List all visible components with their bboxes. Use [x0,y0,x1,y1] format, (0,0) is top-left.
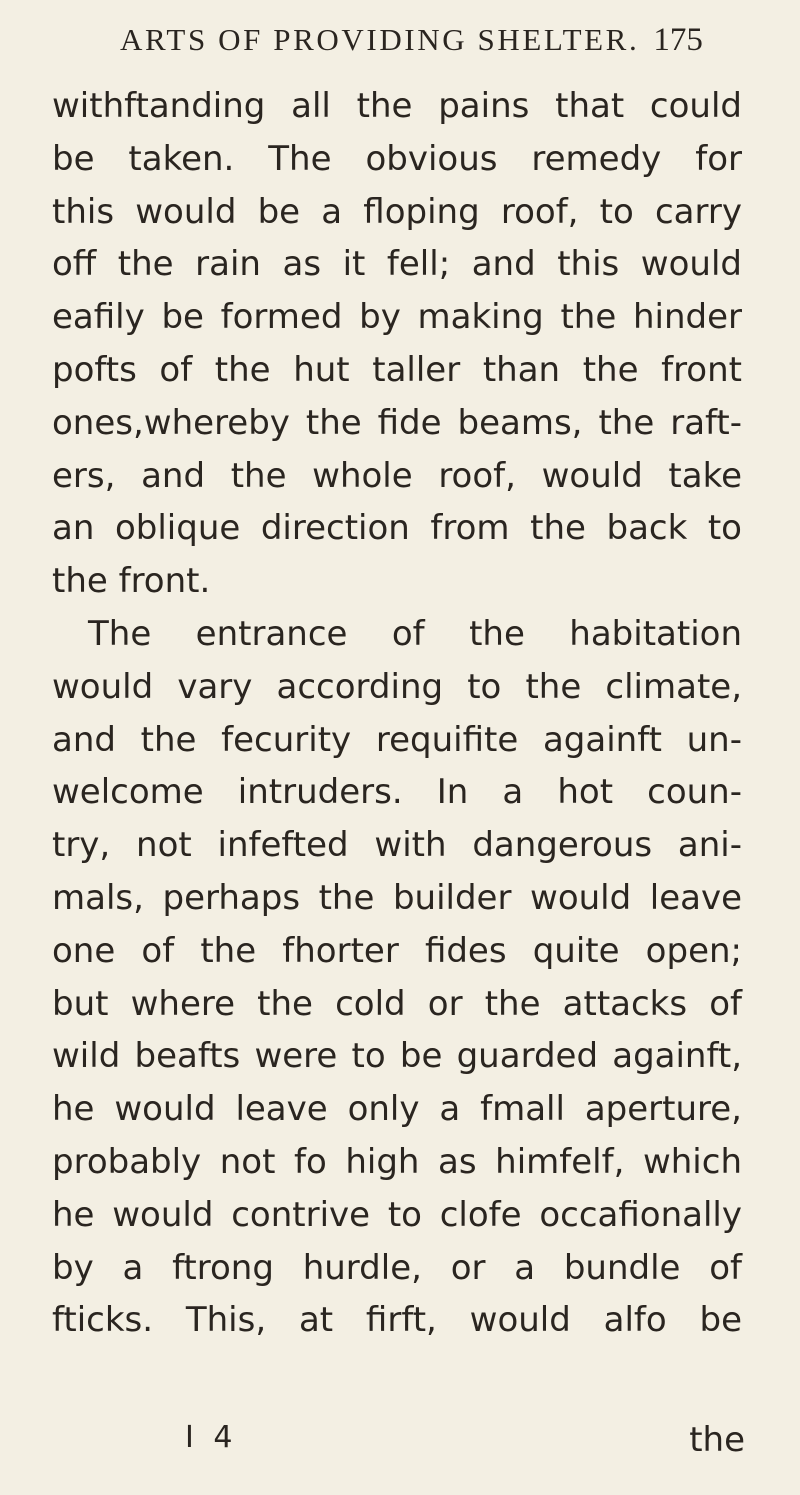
text-line: mals, perhaps the builder would leave [52,877,742,918]
text-line: but where the cold or the attacks of [52,983,742,1024]
catchword: the [689,1420,745,1460]
text-line: and the fecurity requifite againft un- [52,719,742,760]
text-line: an oblique direction from the back to [52,508,742,549]
text-line: the front. [52,561,211,602]
text-line: he would contrive to clofe occafionally [52,1194,742,1235]
text-line: eafily be formed by making the hinder [52,297,742,338]
body-text [52,80,742,1347]
text-line: would vary according to the climate, [52,666,742,707]
page-number: 175 [653,22,703,58]
text-line: pofts of the hut taller than the front [52,349,742,390]
text-line: off the rain as it fell; and this would [52,244,742,285]
page-footer [185,1420,745,1470]
running-title: ARTS OF PROVIDING SHELTER. [120,22,640,57]
text-line: fticks. This, at firft, would alfo be [52,1300,742,1341]
text-line: wild beafts were to be guarded againft, [52,1036,742,1077]
text-line: be taken. The obvious remedy for [52,138,742,179]
signature-mark: I 4 [185,1420,238,1455]
paragraph-start-line: The entrance of the habitation [88,613,742,654]
text-line: probably not fo high as himfelf, which [52,1141,742,1182]
text-line: withftanding all the pains that could [52,86,742,126]
text-line: he would leave only a fmall aperture, [52,1089,742,1130]
text-line: welcome intruders. In a hot coun- [52,772,742,813]
text-line: try, not infefted with dangerous ani- [52,825,742,866]
text-line: ones,whereby the fide beams, the raft- [52,402,742,443]
text-line: this would be a floping roof, to carry [52,191,742,232]
text-line: one of the fhorter fides quite open; [52,930,742,971]
text-line: ers, and the whole roof, would take [52,455,742,496]
text-line: by a ftrong hurdle, or a bundle of [52,1247,742,1288]
running-head [120,22,720,59]
